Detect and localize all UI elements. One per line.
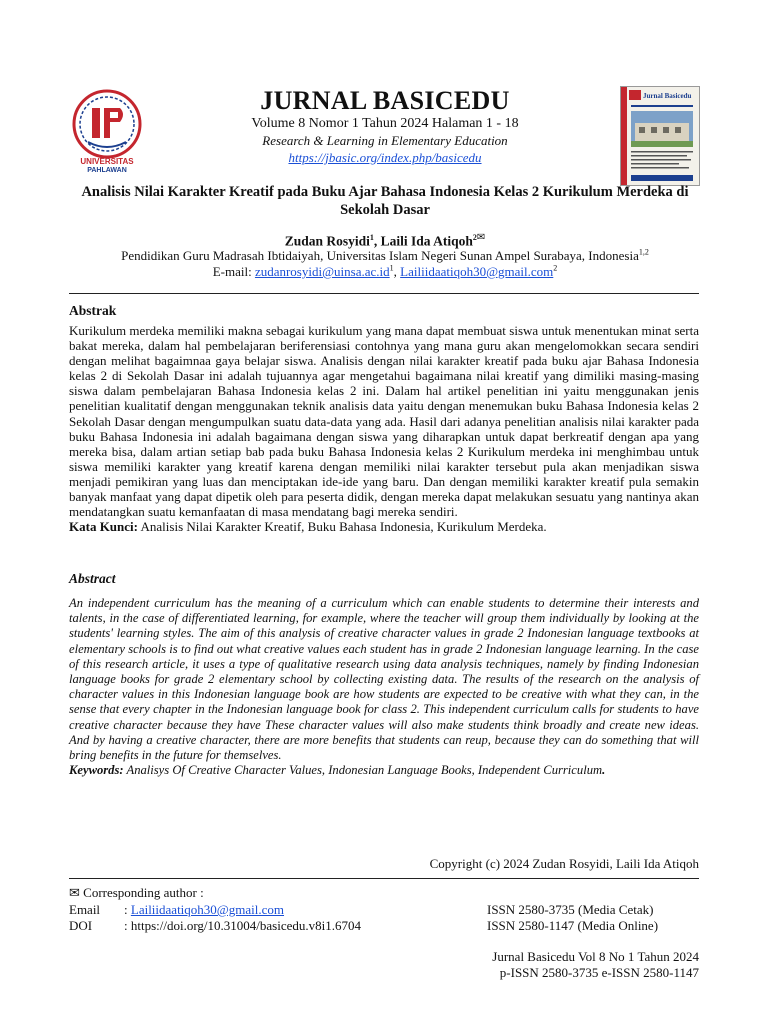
author-emails — [60, 264, 710, 280]
affiliation-text: Pendidikan Guru Madrasah Ibtidaiyah, Universitas Islam Negeri Sunan Ampel Surabaya, Indonesia — [121, 248, 639, 263]
footer-doi-label: DOI — [69, 918, 93, 933]
abstrak-keywords-text: Analisis Nilai Karakter Kreatif, Buku Bahasa Indonesia, Kurikulum Merdeka. — [137, 519, 547, 535]
running-footer-issn: p-ISSN 2580-3735 e-ISSN 2580-1147 — [499, 965, 699, 980]
abstract-section — [69, 596, 699, 778]
corresponding-author-label: ✉ Corresponding author : — [69, 885, 204, 900]
journal-url-link[interactable]: https://jbasic.org/index.php/basicedu — [288, 150, 482, 165]
abstract-keywords-text: Analisys Of Creative Character Values, Indonesian Language Books, Independent Curriculum — [123, 763, 603, 778]
author-1-email-link[interactable]: zudanrosyidi@uinsa.ac.id — [254, 264, 390, 279]
journal-url-container — [150, 150, 620, 166]
issn-online: ISSN 2580-1147 (Media Online) — [487, 918, 659, 933]
email-2-sup: 2 — [553, 263, 558, 273]
author-2-email-link[interactable]: Lailiidaatiqoh30@gmail.com — [400, 264, 554, 279]
author-1: Zudan Rosyidi — [284, 233, 370, 249]
logo-text-bottom: PAHLAWAN — [87, 167, 127, 174]
university-logo — [70, 88, 144, 174]
author-separator: , — [373, 233, 381, 249]
abstract-keywords-label: Keywords: — [69, 763, 124, 778]
volume-line: Volume 8 Nomor 1 Tahun 2024 Halaman 1 - 18 — [251, 116, 519, 131]
journal-tagline: Research & Learning in Elementary Education — [262, 133, 508, 148]
journal-title: JURNAL BASICEDU — [260, 86, 510, 115]
author-1-sup: 1 — [369, 233, 374, 242]
abstrak-section — [69, 323, 699, 534]
abstract-keywords-end: . — [602, 763, 606, 778]
abstract-paragraph: An independent curriculum has the meaning of a curriculum which can enable students to determine their interests and talents, in the case of differentiated learning, for example, where the teacher will group them individually by looking at the students' learning styles. The aim of this analysis of creative character values in grade 2 Indonesian language textbooks at elementary schools is to find out what creative values each student has in grade 2 Indonesian language learning. In the case of this research article, it uses a type of qualitative research using data analysis techniques, namely by finding Indonesian language books for grade 2 elementary school by collecting existing data. The results of the research on the analysis of character values in this Indonesian language book are how students are expected to be creative with what they can, in the sense that every chapter in the Indonesian language book for class 2. This independent curriculum calls for students to have creative character because they have These character values will also make students think broadly and create new ideas. And by having a creative character, there are more benefits that students can reup, because they can do something that will bring benefits in the future for themselves. — [69, 596, 699, 763]
author-line — [80, 232, 690, 250]
abstrak-heading: Abstrak — [69, 303, 117, 318]
email-1-sup: 1 — [389, 263, 394, 273]
footer-email-label: Email — [69, 902, 101, 917]
abstrak-keywords-label: Kata Kunci: — [69, 519, 138, 535]
envelope-icon: ✉ — [476, 232, 486, 243]
article-title: Analisis Nilai Karakter Kreatif pada Buku Ajar Bahasa Indonesia Kelas 2 Kurikulum Merdeka di Sekolah Dasar — [81, 184, 689, 218]
author-2-sup: 2 — [472, 233, 477, 242]
abstrak-paragraph: Kurikulum merdeka memiliki makna sebagai kurikulum yang mana dapat membuat siswa untuk menentukan minat serta bakat mereka, dalam hal pembelajaran beriferensiasi contohnya yang mana guru akan mengelomokkan secara sendiri dengan melihat bagaimnaa gaya belajar siswa. Analisis dengan nilai karakter kreatif pada buku ajar Bahasa Indonesia kelas 2 di Sekolah Dasar ini adalah tujuannya agar mengetahui bagaimana nilai kreatif yang dimiliki masing-masing siswa dalam pembelajaran Bahasa Indonesia kelas 2 ini. Dalam hal artikel penelitian ini yaitu menggunakan jenis penelitian kualitatif dengan menggunakan teknik analisis data yaitu dengan menemukan buku Bahasa Indonesia kelas 2 Sekolah Dasar dengan mengumpulkan suatu data-data yang ada. Hasil dari adanya penelitian analisis nilai karakter pada buku Bahasa Indonesia ini adalah bagaimana dengan siswa yang diharapkan untuk dapat berkreatif dengan apa yang mereka bisa, dalam artian setiap bab pada buku Bahasa Indonesia kelas 2 Kurikulum merdeka ini menghimbau untuk siswa memiliki karakter yang kreatif karena dengan memiliki nilai karakter tersebut pula akan menjadikan siswa menjadi pemikiran yang luas dan menciptakan ide-ide yang baru. Dan dengan memiliki karakter kreatif pula semakin banyak manfaat yang dapat dipetik oleh para peserta didik, dengan mereka dapat melakukan sesuatu yang nantinya akan mendatangkan suatu kemanfaatan di masa mendatang bagi mereka sendiri. — [69, 323, 699, 520]
copyright-notice: Copyright (c) 2024 Zudan Rosyidi, Laili Ida Atiqoh — [429, 856, 699, 871]
issn-print: ISSN 2580-3735 (Media Cetak) — [487, 902, 654, 917]
affiliation-sup: 1,2 — [638, 247, 649, 257]
abstract-keywords — [69, 763, 699, 778]
logo-text-top: UNIVERSITAS — [80, 157, 134, 166]
journal-cover-thumbnail — [620, 86, 700, 186]
running-footer-journal: Jurnal Basicedu Vol 8 No 1 Tahun 2024 — [492, 949, 699, 964]
footer-doi-value: : https://doi.org/10.31004/basicedu.v8i1.6704 — [124, 918, 362, 933]
affiliation — [60, 248, 710, 264]
abstrak-keywords — [69, 519, 699, 534]
cover-title: Jurnal Basicedu — [643, 92, 692, 100]
email-prefix: E-mail: — [212, 264, 255, 279]
footer-email-value — [124, 902, 284, 918]
email-separator: , — [393, 264, 401, 279]
author-2: Laili Ida Atiqoh — [380, 233, 473, 249]
footer-rule — [69, 878, 699, 879]
footer-email-colon: : — [124, 902, 131, 917]
abstract-top-rule — [69, 293, 699, 294]
corresponding-email-link[interactable]: Lailiidaatiqoh30@gmail.com — [130, 902, 285, 917]
abstract-heading: Abstract — [69, 571, 116, 586]
